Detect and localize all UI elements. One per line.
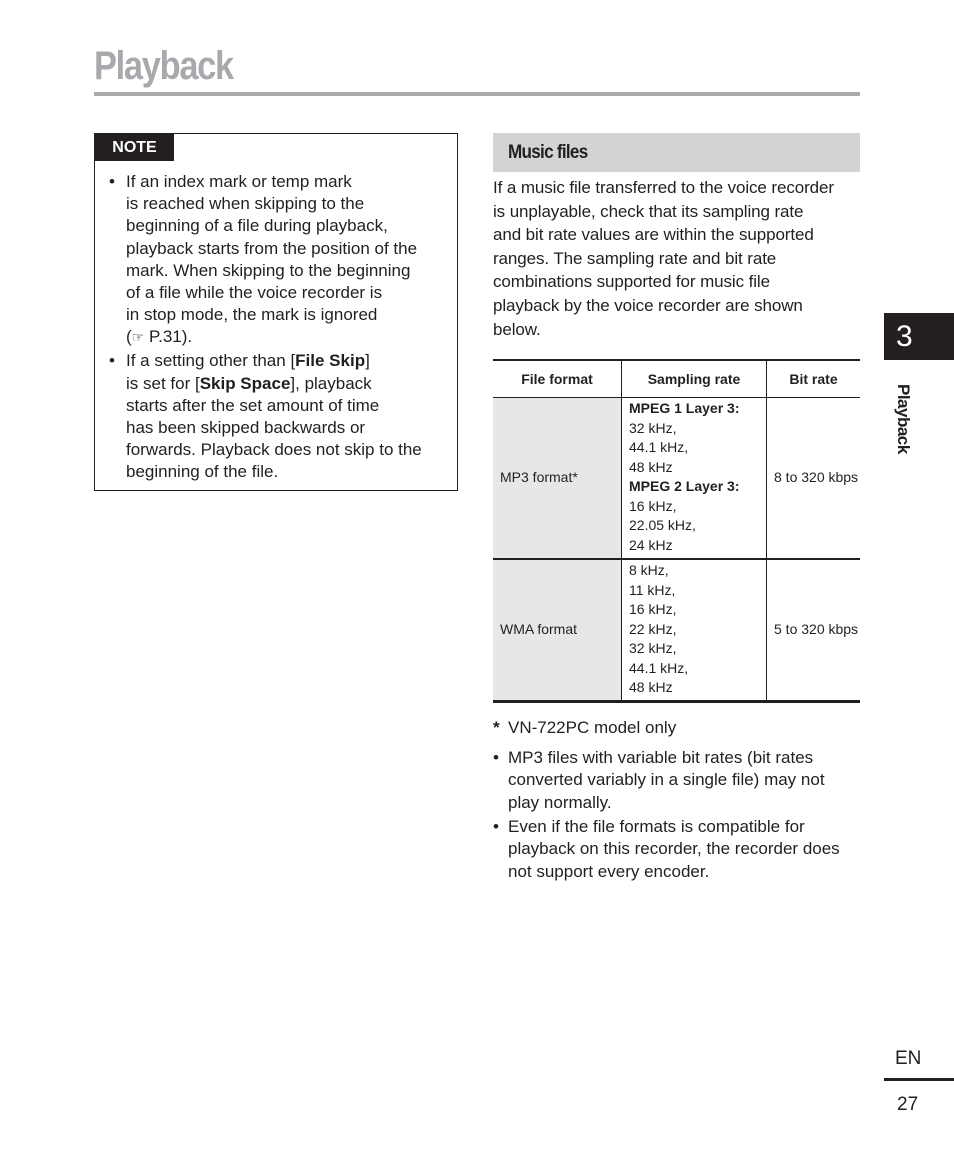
column-header-file-format: File format (493, 360, 622, 398)
rate-value: 32 kHz, (629, 419, 677, 436)
note-text: If a setting other than [ (126, 351, 296, 371)
rate-value: 32 kHz, (629, 640, 677, 656)
rate-value: 24 kHz (629, 536, 673, 553)
note-list (109, 171, 445, 485)
cell-sampling-rate (622, 559, 767, 702)
chapter-tab[interactable]: 3 (884, 313, 954, 360)
note-line: is reached when skipping to the (126, 194, 365, 214)
note-line: mark. When skipping to the beginning (126, 260, 411, 280)
table-row (493, 559, 860, 702)
note-line: converted variably in a single file) may not (508, 770, 825, 790)
intro-line: If a music file transferred to the voice recorder (493, 178, 834, 197)
footer-rule (884, 1078, 954, 1081)
page-title: Playback (94, 44, 233, 88)
playback-notes-list (493, 747, 865, 884)
note-line: playback on this recorder, the recorder does (508, 839, 840, 859)
ref-open: ( (126, 327, 132, 347)
rate-value: 48 kHz (629, 458, 673, 475)
rate-value: 48 kHz (629, 679, 673, 695)
note-label: NOTE (95, 134, 174, 161)
note-item-file-skip (109, 350, 445, 483)
rate-value: 16 kHz, (629, 497, 677, 514)
intro-line: combinations supported for music file (493, 272, 770, 292)
intro-line: below. (493, 319, 541, 339)
setting-name-file-skip: File Skip (295, 351, 366, 371)
intro-paragraph (493, 176, 865, 341)
rate-value: 11 kHz, (629, 581, 676, 598)
intro-line: is unplayable, check that its sampling rate (493, 201, 804, 221)
note-line: has been skipped backwards or (126, 417, 366, 437)
footnote-text: VN-722PC model only (508, 718, 677, 737)
list-item (493, 816, 865, 883)
language-label: EN (895, 1048, 922, 1069)
setting-name-skip-space: Skip Space (199, 373, 291, 393)
note-line: of a file while the voice recorder is (126, 283, 383, 303)
note-line: Even if the file formats is compatible for (508, 816, 805, 836)
section-heading: Music files (508, 142, 588, 163)
bullet: • (109, 351, 115, 371)
cell-format: MP3 format* (493, 398, 622, 560)
note-item-index-mark (109, 171, 445, 349)
bullet: • (493, 748, 499, 767)
note-text: ], playback (290, 373, 372, 393)
note-line: beginning of the file. (126, 462, 279, 482)
bullet: • (109, 172, 115, 191)
column-header-sampling-rate: Sampling rate (622, 360, 767, 398)
layer-label: MPEG 2 Layer 3: (629, 478, 740, 494)
chapter-side-label: Playback (894, 384, 913, 454)
note-line: MP3 files with variable bit rates (bit rates (508, 748, 814, 767)
note-box (94, 133, 458, 491)
note-text: ] (365, 351, 370, 371)
note-line: beginning of a file during playback, (126, 216, 388, 236)
note-line: starts after the set amount of time (126, 395, 380, 415)
layer-label: MPEG 1 Layer 3: (629, 400, 740, 416)
page-reference-icon: ☞ (131, 329, 145, 346)
cell-format: WMA format (493, 559, 622, 702)
title-rule (94, 92, 860, 96)
rate-value: 22.05 kHz, (629, 517, 696, 533)
note-line: play normally. (508, 792, 612, 812)
note-line: in stop mode, the mark is ignored (126, 305, 378, 325)
cell-bit-rate: 5 to 320 kbps (767, 559, 861, 702)
footnote-marker: * (493, 718, 500, 737)
rate-value: 44.1 kHz, (629, 439, 689, 455)
rate-value: 8 kHz, (629, 562, 669, 578)
rate-value: 16 kHz, (629, 601, 677, 617)
intro-line: and bit rate values are within the supported (493, 225, 814, 245)
column-header-bit-rate: Bit rate (767, 360, 861, 398)
footnote (493, 717, 853, 739)
section-heading-bar (493, 133, 860, 172)
note-line: If an index mark or temp mark (126, 172, 352, 191)
table-row (493, 398, 860, 560)
note-line: playback starts from the position of the (126, 238, 418, 258)
rate-value: 22 kHz, (629, 620, 677, 637)
cell-bit-rate: 8 to 320 kbps (767, 398, 861, 560)
table-header-row (493, 360, 860, 398)
cell-sampling-rate (622, 398, 767, 560)
list-item (493, 747, 865, 814)
note-line: not support every encoder. (508, 861, 710, 881)
format-table (493, 359, 860, 703)
rate-value: 44.1 kHz, (629, 659, 689, 676)
note-line: forwards. Playback does not skip to the (126, 440, 422, 460)
page-number: 27 (897, 1094, 919, 1115)
bullet: • (493, 816, 499, 836)
intro-line: ranges. The sampling rate and bit rate (493, 248, 777, 268)
intro-line: playback by the voice recorder are shown (493, 295, 803, 315)
note-text: is set for [ (126, 373, 200, 393)
page-reference-link[interactable]: P.31). (144, 327, 193, 347)
